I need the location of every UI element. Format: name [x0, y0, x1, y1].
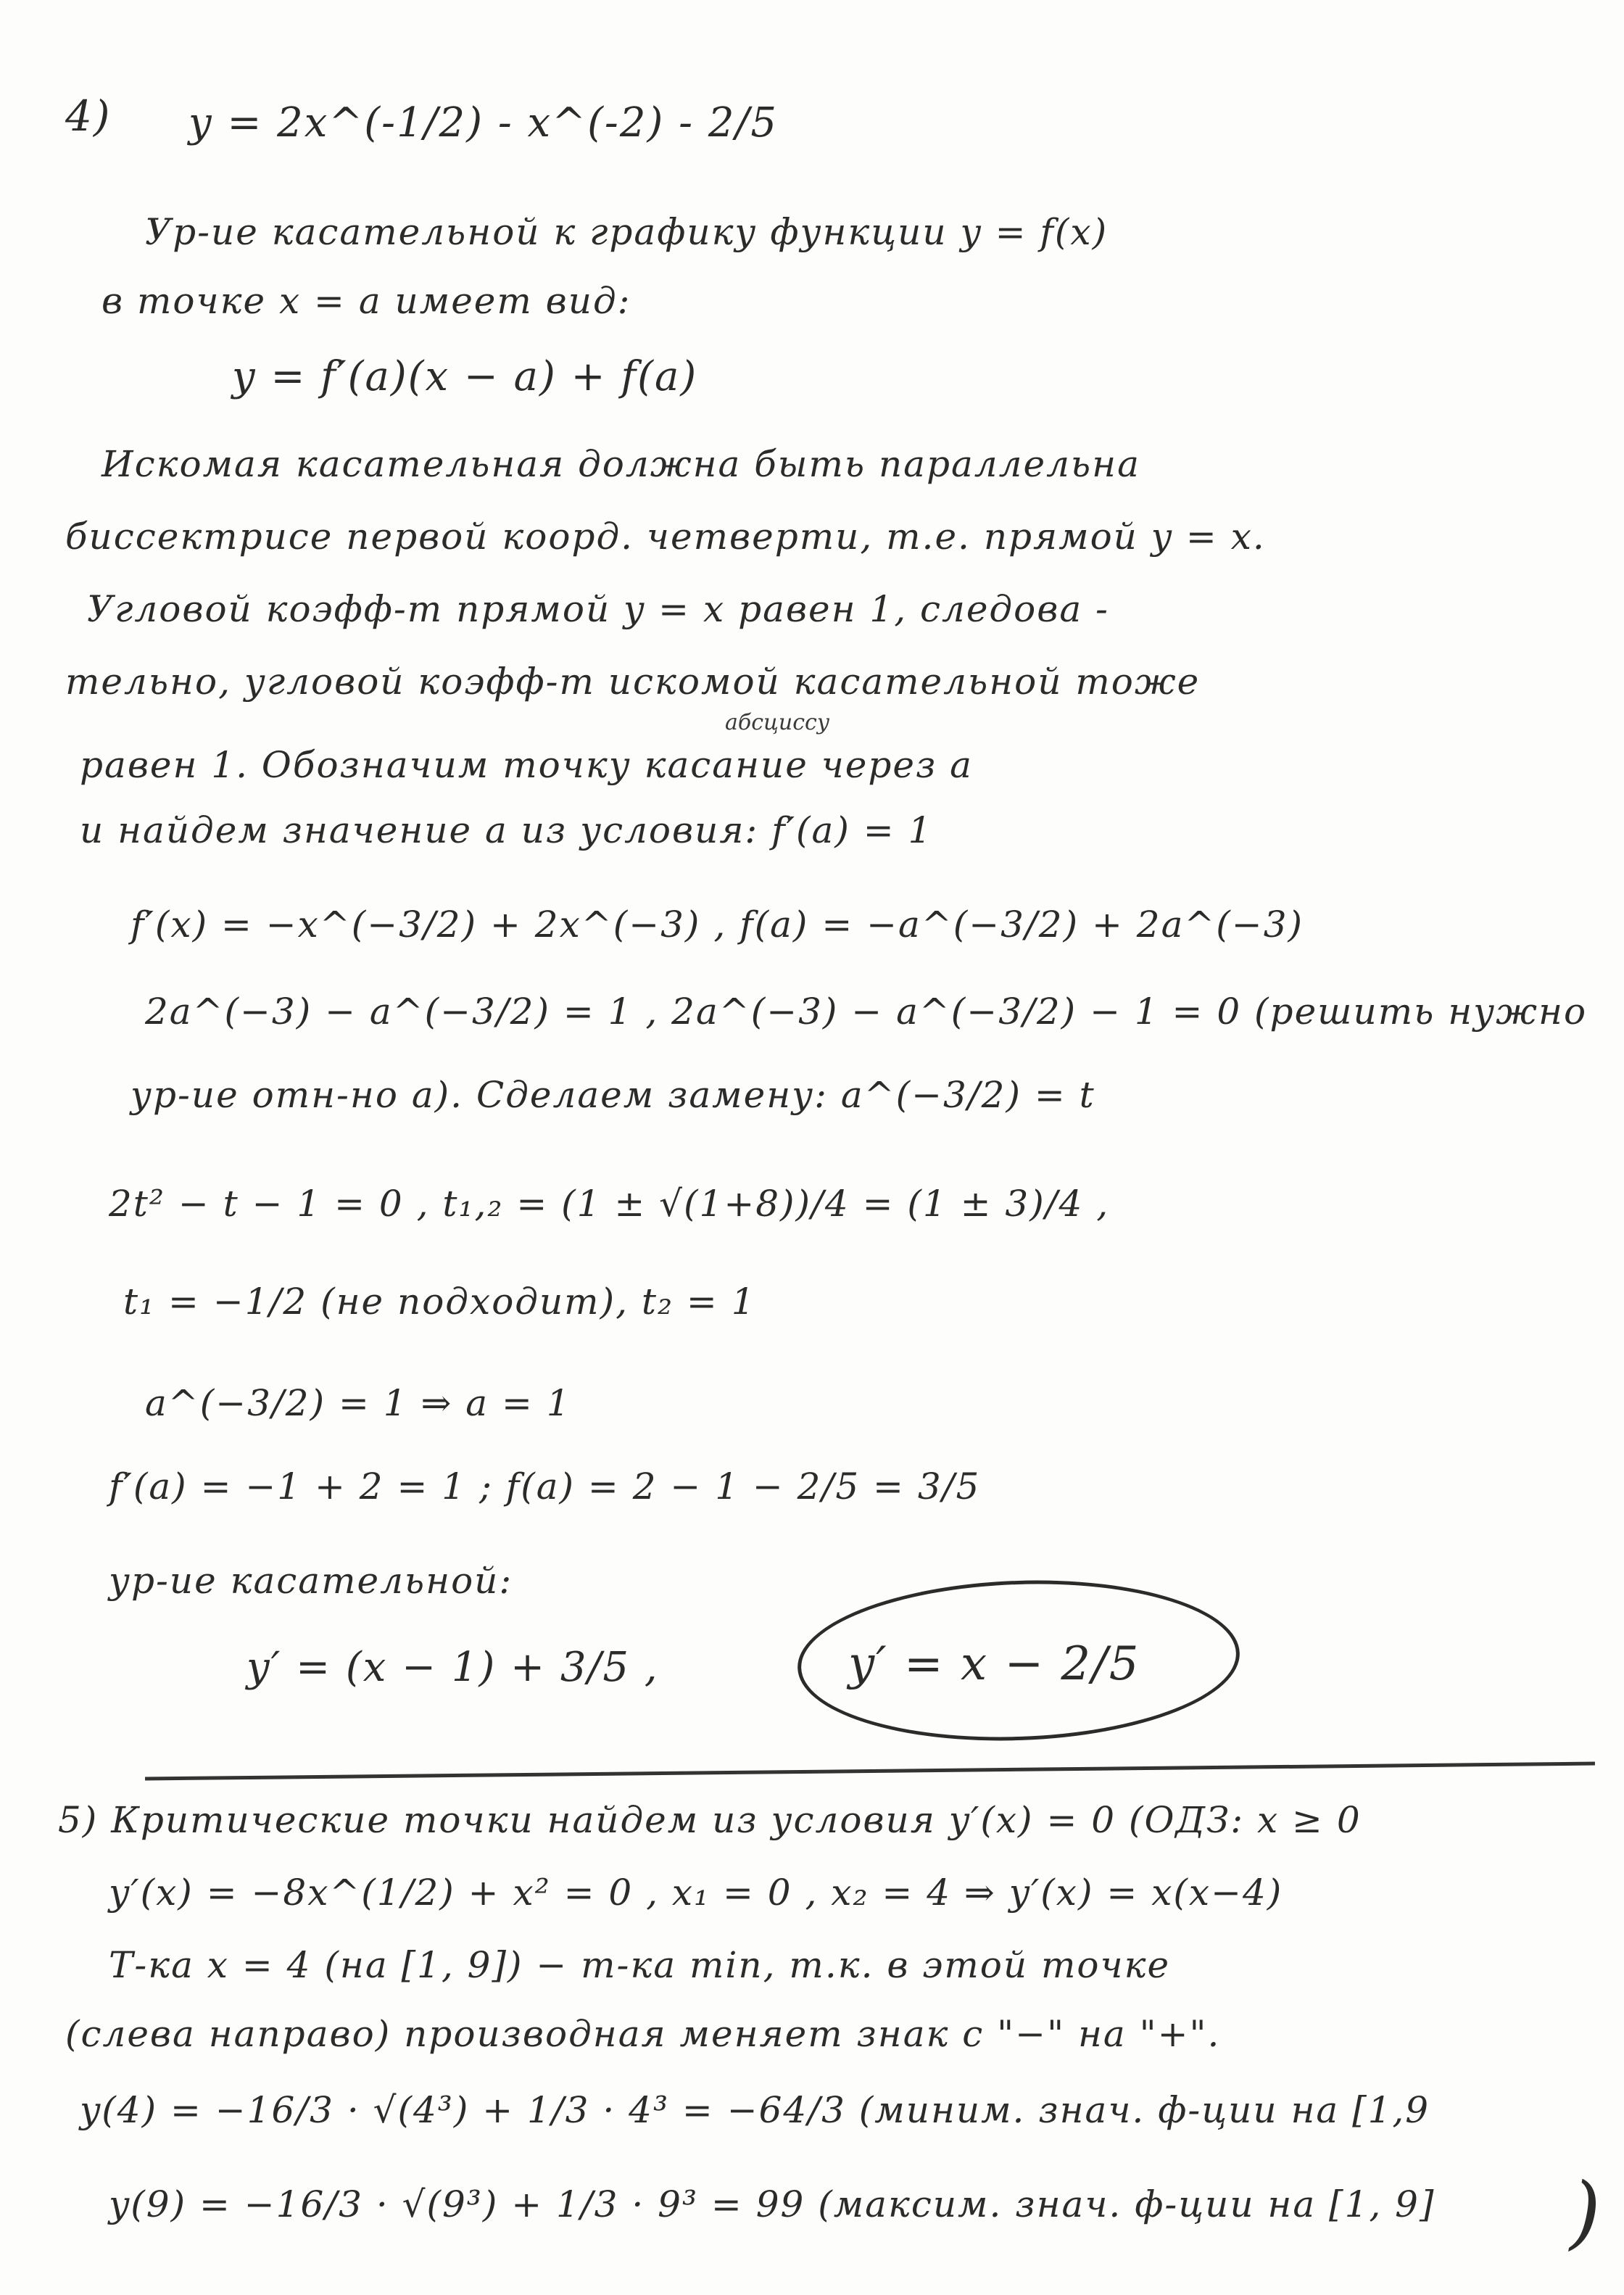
- problem-divider: [145, 1762, 1595, 1781]
- problem-4-text-line-3: Искомая касательная должна быть параллельна: [102, 443, 1140, 485]
- problem-5-line-6: y(9) = −16/3 · √(9³) + 1/3 · 9³ = 99 (максим. знач. ф-ции на [1, 9]: [109, 2183, 1436, 2225]
- problem-4-function: y = 2x^(-1/2) - x^(-2) - 2/5: [188, 99, 778, 146]
- roots-line: t₁ = −1/2 (не подходит), t₂ = 1: [123, 1281, 756, 1323]
- problem-5-line-5: y(4) = −16/3 · √(4³) + 1/3 · 4³ = −64/3 (миним. знач. ф-ции на [1,9: [80, 2089, 1430, 2131]
- problem-4-insert-note: абсциссу: [725, 710, 830, 735]
- problem-4-text-line-7: равен 1. Обозначим точку касание через a: [80, 744, 973, 786]
- problem-5-line-2: y′(x) = −8x^(1/2) + x² = 0 , x₁ = 0 , x₂ = 4 ⇒ y′(x) = x(x−4): [109, 1872, 1283, 1914]
- equation-line: 2a^(−3) − a^(−3/2) = 1 , 2a^(−3) − a^(−3/2) − 1 = 0 (решить нужно: [145, 991, 1588, 1033]
- a-value-line: a^(−3/2) = 1 ⇒ a = 1: [145, 1382, 571, 1424]
- closing-bracket: ): [1570, 2165, 1601, 2258]
- quadratic-line: 2t² − t − 1 = 0 , t₁,₂ = (1 ± √(1+8))/4 = (1 ± 3)/4 ,: [109, 1183, 1110, 1225]
- problem-5-line-4: (слева направо) производная меняет знак с "−" на "+".: [65, 2013, 1221, 2055]
- problem-5-line-1: 5) Критические точки найдем из условия y′(x) = 0 (ОДЗ: x ≥ 0: [58, 1799, 1362, 1841]
- problem-5-line-3: Т-ка x = 4 (на [1, 9]) − т-ка min, т.к. в этой точке: [109, 1944, 1171, 1986]
- problem-4-number: 4): [65, 91, 112, 141]
- final-answer: y′ = x − 2/5: [848, 1637, 1140, 1691]
- substitution-line: ур-ие отн-но a). Сделаем замену: a^(−3/2) = t: [130, 1074, 1095, 1116]
- tangent-result: y′ = (x − 1) + 3/5 ,: [246, 1644, 659, 1691]
- derivative-line: f′(x) = −x^(−3/2) + 2x^(−3) , f(a) = −a^(−3/2) + 2a^(−3): [130, 903, 1304, 946]
- problem-4-text-line-6: тельно, угловой коэфф-т искомой касательной тоже: [65, 661, 1201, 703]
- problem-4-text-line-1: Ур-ие касательной к графику функции y = f(x): [145, 211, 1109, 253]
- problem-4-text-line-4: биссектрисе первой коорд. четверти, т.е. прямой y = x.: [65, 516, 1266, 558]
- problem-4-text-line-8: и найдем значение a из условия: f′(a) = 1: [80, 809, 933, 851]
- tangent-general-formula: y = f′(a)(x − a) + f(a): [232, 353, 698, 400]
- tangent-label: ур-ие касательной:: [109, 1560, 513, 1602]
- values-line: f′(a) = −1 + 2 = 1 ; f(a) = 2 − 1 − 2/5 = 3/5: [109, 1465, 981, 1508]
- problem-4-text-line-2: в точке x = a имеет вид:: [102, 280, 631, 322]
- problem-4-text-line-5: Угловой коэфф-т прямой y = x равен 1, следова -: [87, 588, 1109, 630]
